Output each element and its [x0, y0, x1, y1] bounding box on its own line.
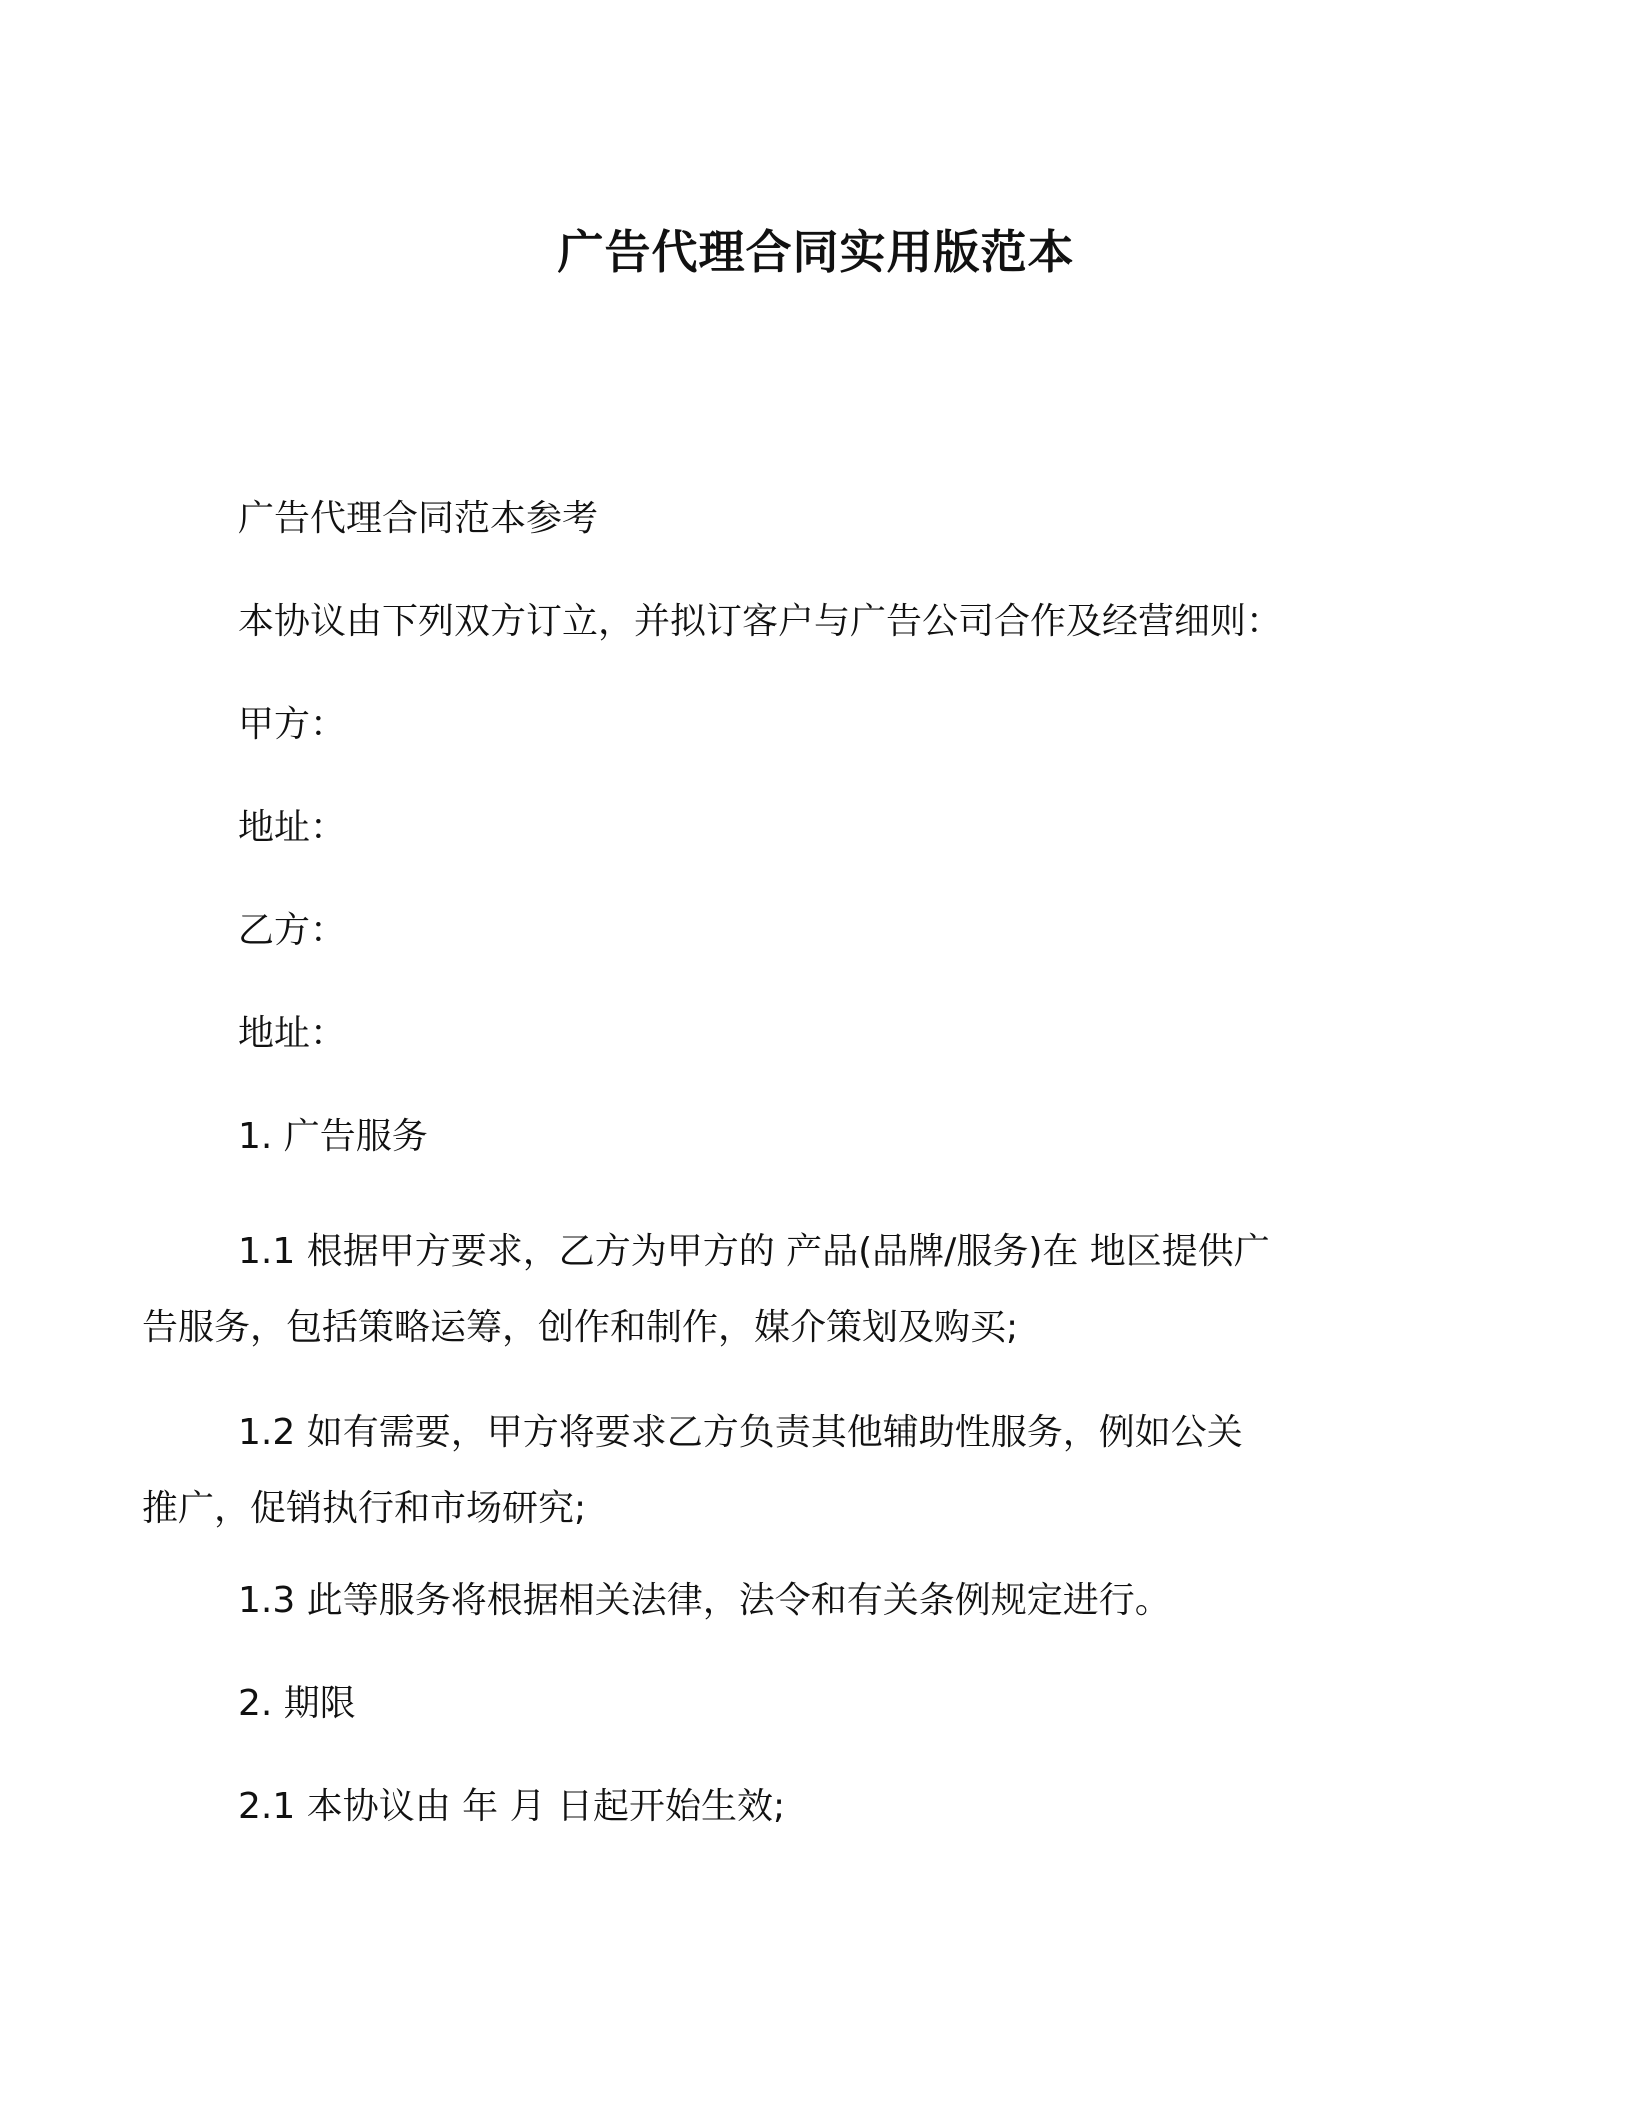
clause-1-2 [142, 1395, 1312, 1547]
clause-1-1 [142, 1214, 1312, 1366]
clause-1-2-line-2: 推广，促销执行和市场研究; [142, 1488, 587, 1529]
clause-1-1-line-2: 告服务，包括策略运筹，创作和制作，媒介策划及购买; [142, 1307, 1019, 1348]
document-title: 广告代理合同实用版范本 [557, 225, 1075, 279]
party-a-label: 甲方： [238, 704, 347, 745]
clause-1-3: 1.3 此等服务将根据相关法律，法令和有关条例规定进行。 [238, 1580, 1171, 1621]
section-1-heading: 1. 广告服务 [238, 1116, 428, 1157]
clause-2-1: 2.1 本协议由 年 月 日起开始生效; [238, 1786, 786, 1827]
document-subtitle: 广告代理合同范本参考 [238, 498, 599, 539]
party-b-label: 乙方： [238, 910, 347, 951]
party-a-address-label: 地址： [238, 807, 347, 848]
clause-1-1-line-1: 1.1 根据甲方要求，乙方为甲方的 产品(品牌/服务)在 地区提供广 [238, 1231, 1270, 1272]
party-b-address-label: 地址： [238, 1013, 347, 1054]
clause-1-2-line-1: 1.2 如有需要，甲方将要求乙方负责其他辅助性服务，例如公关 [238, 1412, 1243, 1453]
intro-paragraph: 本协议由下列双方订立，并拟订客户与广告公司合作及经营细则： [238, 601, 1283, 642]
section-2-heading: 2. 期限 [238, 1683, 356, 1724]
